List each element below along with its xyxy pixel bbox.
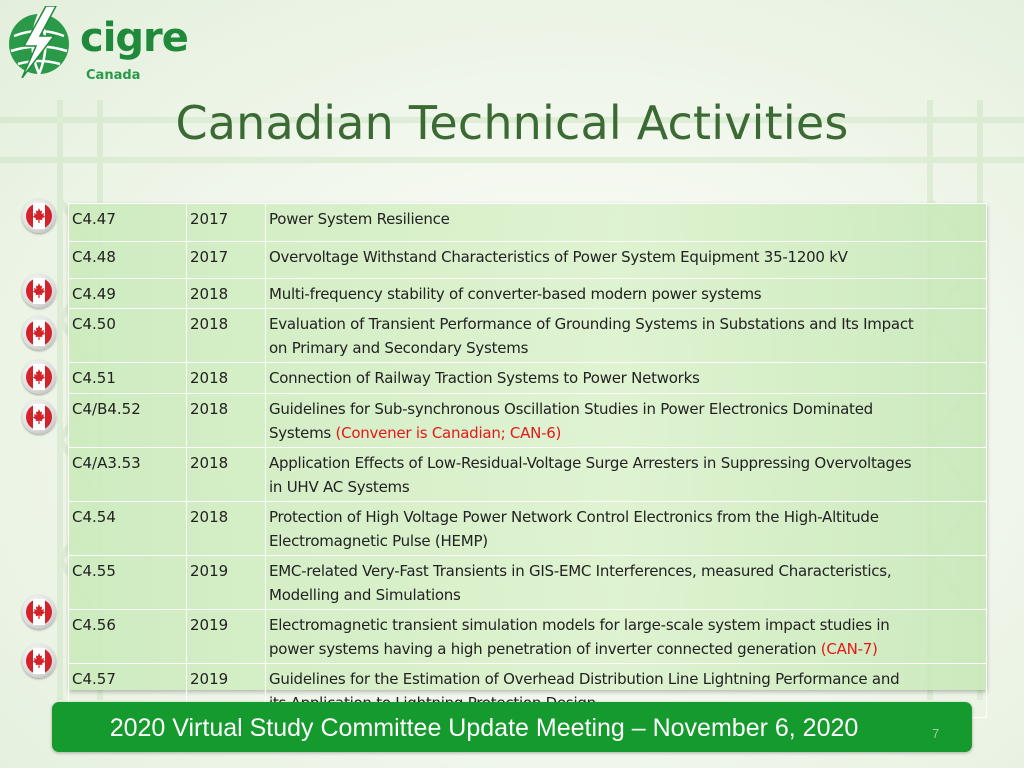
title-line: EMC-related Very-Fast Transients in GIS-EMC Interferences, measured Characteristics, bbox=[269, 562, 892, 580]
canada-flag-icon bbox=[22, 360, 56, 394]
title-line: Electromagnetic transient simulation models for large-scale system impact studies in bbox=[269, 616, 890, 634]
canada-flag-icon bbox=[22, 316, 56, 350]
cell-code: C4/A3.53 bbox=[69, 448, 187, 502]
table-row bbox=[69, 556, 987, 610]
table-row bbox=[69, 394, 987, 448]
canadian-note: (CAN-7) bbox=[820, 640, 878, 658]
lightning-globe-icon bbox=[6, 6, 72, 78]
footer-text: 2020 Virtual Study Committee Update Meeting – November 6, 2020 bbox=[109, 714, 859, 742]
title-line: Connection of Railway Traction Systems to Power Networks bbox=[269, 369, 700, 387]
title-line: in UHV AC Systems bbox=[269, 478, 410, 496]
logo-brand: cigre bbox=[80, 15, 188, 61]
cell-title bbox=[266, 279, 987, 309]
cell-title bbox=[266, 502, 987, 556]
table-row bbox=[69, 242, 987, 279]
page-title: Canadian Technical Activities bbox=[175, 96, 849, 150]
canada-flag-icon bbox=[22, 644, 56, 678]
table-row bbox=[69, 204, 987, 242]
activities-table bbox=[68, 203, 986, 690]
cell-title bbox=[266, 556, 987, 610]
cell-year: 2018 bbox=[187, 394, 266, 448]
cell-title bbox=[266, 610, 987, 664]
cigre-canada-logo bbox=[6, 6, 206, 86]
cell-title bbox=[266, 448, 987, 502]
cell-code: C4.57 bbox=[69, 664, 187, 718]
title-line: power systems having a high penetration of inverter connected generation bbox=[269, 640, 821, 658]
cell-year: 2019 bbox=[187, 664, 266, 718]
table-row bbox=[69, 279, 987, 309]
cell-title bbox=[266, 309, 987, 363]
cell-year: 2018 bbox=[187, 448, 266, 502]
canada-flag-icon bbox=[22, 595, 56, 629]
title-line: on Primary and Secondary Systems bbox=[269, 339, 529, 357]
table-row bbox=[69, 309, 987, 363]
cell-title bbox=[266, 394, 987, 448]
logo-region: Canada bbox=[86, 68, 141, 83]
cell-title bbox=[266, 242, 987, 279]
title-line: Guidelines for the Estimation of Overhead Distribution Line Lightning Performance and bbox=[269, 670, 900, 688]
cell-code: C4.48 bbox=[69, 242, 187, 279]
cell-code: C4.54 bbox=[69, 502, 187, 556]
canadian-note: (Convener is Canadian; CAN-6) bbox=[335, 424, 562, 442]
cell-code: C4/B4.52 bbox=[69, 394, 187, 448]
cell-year: 2017 bbox=[187, 204, 266, 242]
title-line: Multi-frequency stability of converter-based modern power systems bbox=[269, 285, 762, 303]
cell-year: 2018 bbox=[187, 363, 266, 394]
cell-code: C4.51 bbox=[69, 363, 187, 394]
title-line: Modelling and Simulations bbox=[269, 586, 461, 604]
title-line: Guidelines for Sub-synchronous Oscillation Studies in Power Electronics Dominated bbox=[269, 400, 873, 418]
table-row bbox=[69, 448, 987, 502]
cell-title bbox=[266, 204, 987, 242]
cell-year: 2019 bbox=[187, 556, 266, 610]
cell-code: C4.49 bbox=[69, 279, 187, 309]
page-number: 7 bbox=[932, 726, 940, 741]
title-line: Protection of High Voltage Power Network Control Electronics from the High-Altitude bbox=[269, 508, 879, 526]
cell-year: 2018 bbox=[187, 279, 266, 309]
cell-year: 2017 bbox=[187, 242, 266, 279]
table-row bbox=[69, 610, 987, 664]
cell-year: 2019 bbox=[187, 610, 266, 664]
cell-code: C4.56 bbox=[69, 610, 187, 664]
canada-flag-icon bbox=[22, 400, 56, 434]
cell-code: C4.55 bbox=[69, 556, 187, 610]
cell-code: C4.47 bbox=[69, 204, 187, 242]
cell-year: 2018 bbox=[187, 309, 266, 363]
title-line: Electromagnetic Pulse (HEMP) bbox=[269, 532, 488, 550]
footer-banner bbox=[52, 702, 972, 752]
title-line: Evaluation of Transient Performance of Grounding Systems in Substations and Its Impact bbox=[269, 315, 914, 333]
title-line: Application Effects of Low-Residual-Voltage Surge Arresters in Suppressing Overvoltages bbox=[269, 454, 912, 472]
canada-flag-icon bbox=[22, 274, 56, 308]
cell-title bbox=[266, 363, 987, 394]
title-line: Systems bbox=[269, 424, 336, 442]
canada-flag-icon bbox=[22, 199, 56, 233]
table-row bbox=[69, 363, 987, 394]
table-row bbox=[69, 502, 987, 556]
cell-year: 2018 bbox=[187, 502, 266, 556]
title-line: Overvoltage Withstand Characteristics of Power System Equipment 35-1200 kV bbox=[269, 248, 848, 266]
title-line: Power System Resilience bbox=[269, 210, 450, 228]
cell-code: C4.50 bbox=[69, 309, 187, 363]
